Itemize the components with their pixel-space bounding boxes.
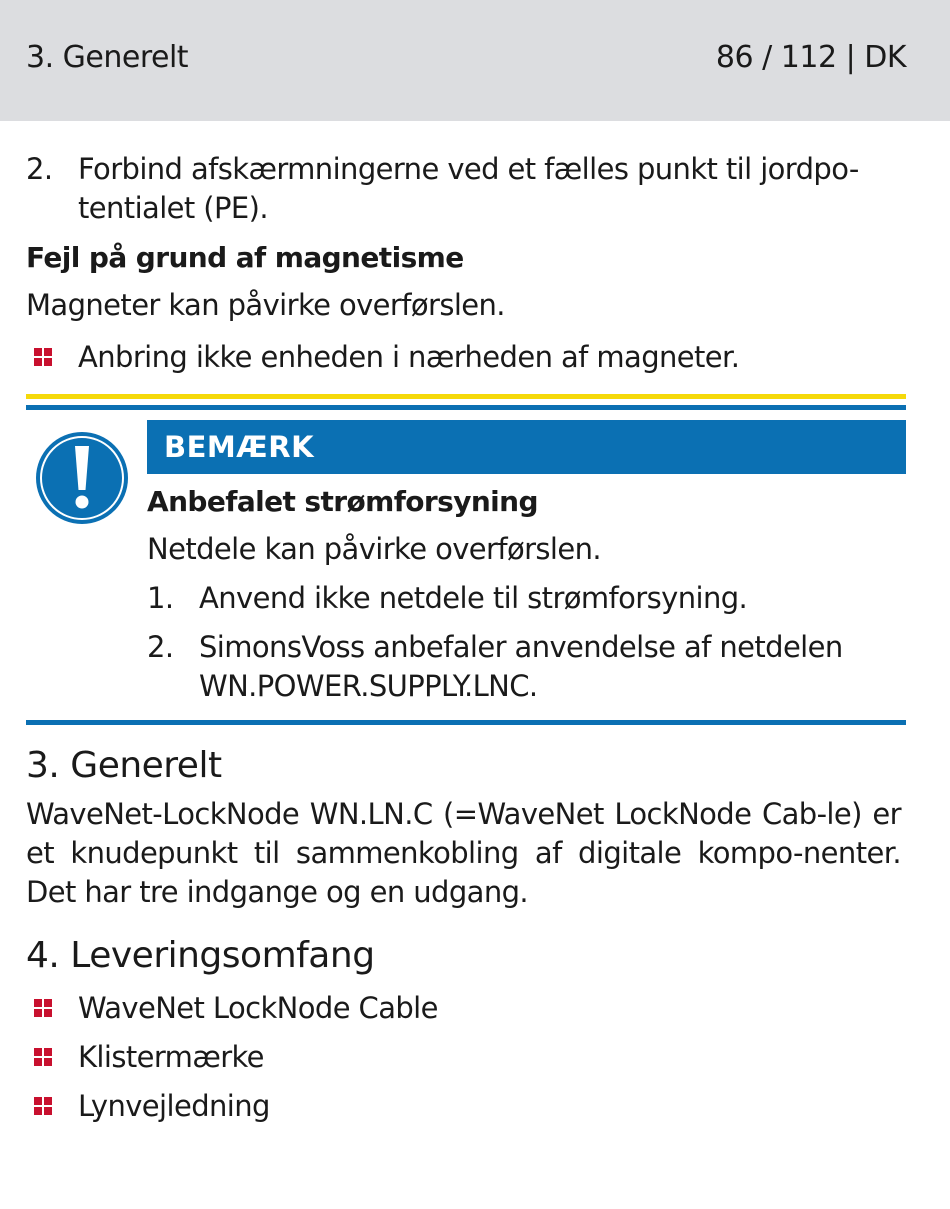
page-content [26,150,906,1126]
list-item [26,1087,906,1126]
bullet-icon [26,1038,78,1077]
notice-top-yellow-rule [26,394,906,399]
notice-item-text: SimonsVoss anbefaler anvendelse af netdelen WN.POWER.SUPPLY.LNC. [199,630,843,703]
bullet-icon [26,338,78,377]
list-item [26,989,906,1028]
notice-list-item [147,628,867,706]
header-page-number: 86 / 112 | DK [715,40,906,75]
notice-item-number: 1. [147,581,174,615]
step-number: 2. [26,152,53,186]
step-text [78,150,906,228]
page-header [0,0,950,121]
list-item [26,1038,906,1077]
notice-text: Netdele kan påvirke overførslen. [147,532,602,566]
section-heading-delivery: 4. Leveringsomfang [26,935,375,976]
bullet-icon [26,989,78,1028]
magnetism-heading: Fejl på grund af magnetisme [26,241,464,274]
notice-box [26,410,906,706]
notice-label: BEMÆRK [147,420,906,474]
magnetism-text: Magneter kan påvirke overførslen. [26,288,505,322]
header-section-title: 3. Generelt [26,40,189,75]
list-item [26,338,906,377]
exclamation-icon [34,430,130,526]
list-item-text: Lynvejledning [78,1089,270,1123]
notice-bottom-blue-rule [26,720,906,725]
notice-item-number: 2. [147,630,174,664]
numbered-step [26,150,906,228]
step-text-line2: tentialet (PE). [78,191,268,225]
bullet-icon [26,1087,78,1126]
step-text-line1: Forbind afskærmningerne ved et fælles punkt til jordpo- [78,152,859,186]
list-item-text: Anbring ikke enheden i nærheden af magneter. [78,340,740,374]
general-text: WaveNet-LockNode WN.LN.C (=WaveNet LockNode Cab-le) er et knudepunkt til sammenkobling af digitale kompo-nenter. Det har tre indgange og en udgang. [26,797,901,909]
notice-heading: Anbefalet strømforsyning [147,485,538,518]
list-item-text: WaveNet LockNode Cable [78,991,438,1025]
notice-item-text: Anvend ikke netdele til strømforsyning. [199,581,748,615]
list-item-text: Klistermærke [78,1040,264,1074]
notice-list-item [147,579,906,618]
section-heading-general: 3. Generelt [26,745,222,786]
